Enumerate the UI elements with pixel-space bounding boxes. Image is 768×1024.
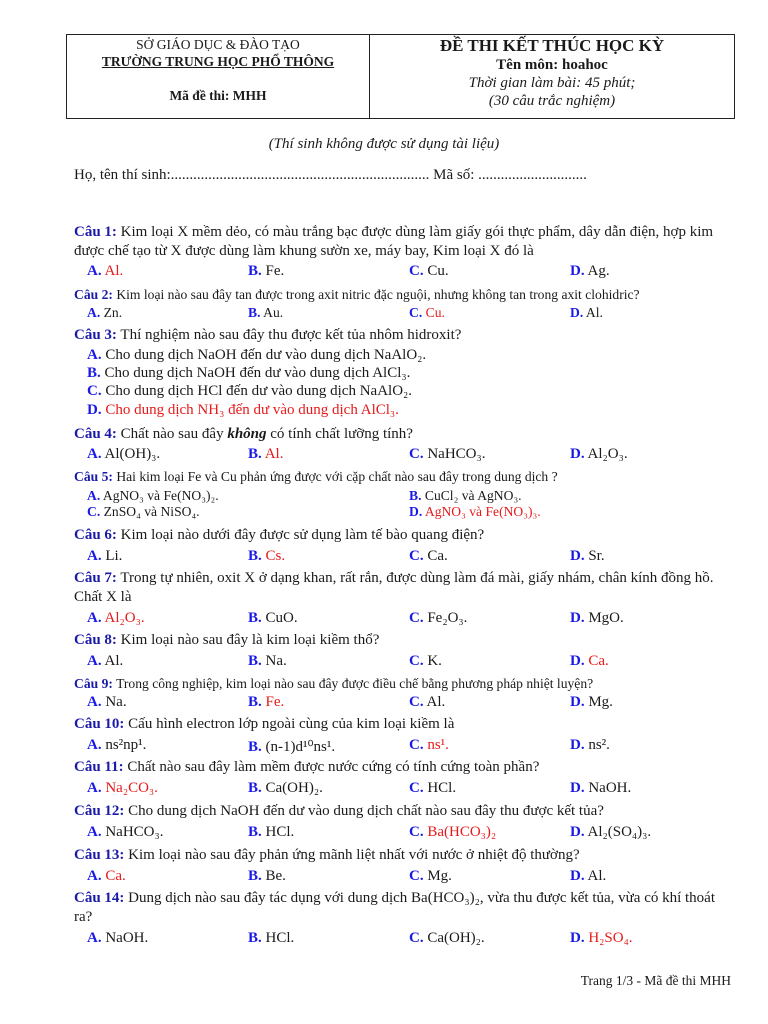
- option-d[interactable]: D. NaOH.: [570, 780, 632, 796]
- question-10: [74, 715, 734, 734]
- question-label: Câu 6:: [74, 527, 117, 543]
- question-label: Câu 3:: [74, 327, 117, 343]
- question-12: [74, 802, 734, 821]
- option-b[interactable]: B. Fe.: [248, 694, 285, 710]
- option-c[interactable]: C. Ca(OH)₂.: [409, 930, 485, 946]
- option-a[interactable]: A. Ca.: [87, 868, 126, 884]
- option-c[interactable]: C. Cu.: [409, 305, 445, 320]
- exam-title: ĐỀ THI KẾT THÚC HỌC KỲ: [439, 36, 665, 55]
- question-12-options: [87, 824, 737, 843]
- question-text: Kim loại nào dưới đây được sử dụng làm tế bào quang điện?: [120, 527, 485, 543]
- option-a[interactable]: A. Al₂O₃.: [87, 610, 145, 626]
- no-materials-note: (Thí sinh không được sử dụng tài liệu): [268, 136, 500, 152]
- question-4: Câu 4: Chất nào sau đây không có tính chất lưỡng tính?: [74, 426, 413, 442]
- question-6-options: [87, 548, 737, 567]
- option-c[interactable]: C. Ba(HCO₃)₂: [409, 824, 497, 840]
- candidate-info-line: Họ, tên thí sinh:..................................................................... Mã số: .............................: [74, 167, 587, 183]
- option-d[interactable]: D. H₂SO₄.: [570, 930, 633, 946]
- question-14: [74, 889, 734, 927]
- page-footer: Trang 1/3 - Mã đề thi MHH: [580, 973, 731, 988]
- option-b[interactable]: B. CuO.: [248, 610, 298, 626]
- option-b[interactable]: B. HCl.: [248, 930, 295, 946]
- school-name: TRƯỜNG TRUNG HỌC PHỔ THÔNG: [101, 54, 335, 69]
- option-d[interactable]: D. ns².: [570, 737, 610, 753]
- question-13: [74, 846, 734, 865]
- question-9-options: [87, 694, 737, 713]
- option-d[interactable]: D. Sr.: [570, 548, 605, 564]
- option-d[interactable]: D. Cho dung dịch NH₃ đến dư vào dung dịch AlCl₃.: [87, 402, 399, 418]
- option-c[interactable]: C. Al.: [409, 694, 446, 710]
- question-label: Câu 4:: [74, 426, 117, 442]
- question-9: [74, 674, 734, 693]
- option-c[interactable]: C. Cu.: [409, 263, 449, 279]
- exam-code: Mã đề thi: MHH: [169, 88, 267, 103]
- question-text: Hai kim loại Fe và Cu phản ứng được với cặp chất nào sau đây trong dung dịch ?: [116, 469, 558, 484]
- question-4-options: [87, 446, 737, 465]
- question-2-options: [87, 305, 737, 324]
- question-label: Câu 2:: [74, 287, 113, 302]
- option-c[interactable]: C. Cho dung dịch HCl đến dư vào dung dịch NaAlO₂.: [87, 383, 413, 399]
- question-text: Cấu hình electron lớp ngoài cùng của kim loại kiềm là: [128, 716, 455, 732]
- question-label: Câu 5:: [74, 469, 113, 484]
- option-a[interactable]: A. AgNO₃ và Fe(NO₃)₂.: [87, 488, 219, 503]
- option-d[interactable]: D. AgNO₃ và Fe(NO₃)₃.: [409, 504, 541, 519]
- option-c[interactable]: C. K.: [409, 653, 442, 669]
- duration: Thời gian làm bài: 45 phút;: [468, 75, 636, 91]
- question-label: Câu 7:: [74, 570, 117, 586]
- question-text: Dung dịch nào sau đây tác dụng với dung dịch Ba(HCO₃)₂, vừa thu được kết tủa, vừa có khí thoát ra?: [74, 890, 716, 925]
- option-c[interactable]: C. ns¹.: [409, 737, 449, 753]
- question-label: Câu 10:: [74, 716, 125, 732]
- department: SỞ GIÁO DỤC & ĐÀO TẠO: [136, 37, 300, 52]
- option-c[interactable]: C. HCl.: [409, 780, 457, 796]
- question-8-options: [87, 653, 737, 672]
- question-label: Câu 1:: [74, 224, 117, 240]
- option-d[interactable]: D. MgO.: [570, 610, 624, 626]
- option-a[interactable]: A. Al.: [87, 263, 124, 279]
- question-11-options: [87, 780, 737, 799]
- option-c[interactable]: C. NaHCO₃.: [409, 446, 486, 462]
- option-b[interactable]: B. Cho dung dịch NaOH đến dư vào dung dịch AlCl₃.: [87, 365, 411, 381]
- question-text: Trong tự nhiên, oxit X ở dạng khan, rất rắn, được dùng làm đá mài, giấy nhám, chân kính đồng hồ. Chất X là: [74, 570, 714, 605]
- question-5: [74, 467, 734, 486]
- question-label: Câu 14:: [74, 890, 125, 906]
- option-a[interactable]: A. Li.: [87, 548, 123, 564]
- option-a[interactable]: A. Na₂CO₃.: [87, 780, 158, 796]
- header-left: [67, 35, 370, 118]
- option-b[interactable]: B. Al.: [248, 446, 284, 462]
- option-d[interactable]: D. Al₂O₃.: [570, 446, 628, 462]
- option-d[interactable]: D. Al.: [570, 305, 603, 320]
- option-a[interactable]: A. NaHCO₃.: [87, 824, 164, 840]
- question-1: [74, 223, 734, 261]
- option-d[interactable]: D. Mg.: [570, 694, 613, 710]
- option-a[interactable]: A. Al(OH)₃.: [87, 446, 161, 462]
- question-5-options-row2: [87, 504, 737, 523]
- option-a[interactable]: A. NaOH.: [87, 930, 149, 946]
- option-c[interactable]: C. ZnSO₄ và NiSO₄.: [87, 504, 200, 519]
- subject: Tên môn: hoahoc: [496, 57, 608, 73]
- question-3: [74, 326, 734, 345]
- question-6: [74, 526, 734, 545]
- question-10-options: [87, 737, 737, 756]
- option-d[interactable]: D. Ca.: [570, 653, 609, 669]
- question-8: [74, 631, 734, 650]
- question-label: Câu 9:: [74, 676, 113, 691]
- option-c[interactable]: C. Fe₂O₃.: [409, 610, 468, 626]
- question-text: Kim loại nào sau đây phản ứng mãnh liệt nhất với nước ở nhiệt độ thường?: [128, 847, 580, 863]
- question-text: Chất nào sau đây làm mềm được nước cứng có tính cứng toàn phần?: [127, 759, 540, 775]
- question-13-options: [87, 868, 737, 887]
- question-label: Câu 13:: [74, 847, 125, 863]
- exam-header: [66, 34, 735, 119]
- option-c[interactable]: C. Ca.: [409, 548, 448, 564]
- question-label: Câu 8:: [74, 632, 117, 648]
- option-a[interactable]: A. Na.: [87, 694, 127, 710]
- question-text: Trong công nghiệp, kim loại nào sau đây được điều chế bằng phương pháp nhiệt luyện?: [116, 676, 594, 691]
- question-7-options: [87, 610, 737, 629]
- option-a[interactable]: A. ns²np¹.: [87, 737, 147, 753]
- option-b[interactable]: B. Be.: [248, 868, 286, 884]
- question-7: [74, 569, 734, 607]
- question-14-options: [87, 930, 737, 949]
- option-a[interactable]: A. Al.: [87, 653, 124, 669]
- question-text: Kim loại X mềm dẻo, có màu trắng bạc được dùng làm giấy gói thực phẩm, dây dẫn điện, hợp kim được chế tạo từ X được dùng làm khung sườn xe, máy bay, Kim loại X đó là: [74, 224, 714, 259]
- question-label: Câu 12:: [74, 803, 125, 819]
- option-b[interactable]: B. (n-1)d¹⁰ns¹.: [248, 739, 336, 755]
- option-a[interactable]: A. Cho dung dịch NaOH đến dư vào dung dịch NaAlO₂.: [87, 347, 427, 363]
- emphasis-not: không: [227, 426, 267, 442]
- option-b[interactable]: B. CuCl₂ và AgNO₃.: [409, 488, 522, 503]
- option-b[interactable]: B. HCl.: [248, 824, 295, 840]
- question-label: Câu 11:: [74, 759, 124, 775]
- option-b[interactable]: B. Cs.: [248, 548, 286, 564]
- option-d[interactable]: D. Al₂(SO₄)₃.: [570, 824, 652, 840]
- question-count: (30 câu trắc nghiệm): [488, 93, 616, 109]
- question-11: [74, 758, 734, 777]
- option-c[interactable]: C. Mg.: [409, 868, 452, 884]
- question-text: Kim loại nào sau đây tan được trong axit nitric đặc nguội, nhưng không tan trong axit clohidric?: [116, 287, 640, 302]
- option-b[interactable]: B. Na.: [248, 653, 287, 669]
- option-d[interactable]: D. Al.: [570, 868, 607, 884]
- option-b[interactable]: B. Ca(OH)₂.: [248, 780, 323, 796]
- option-d[interactable]: D. Ag.: [570, 263, 610, 279]
- question-text: Thí nghiệm nào sau đây thu được kết tủa nhôm hidroxit?: [120, 327, 462, 343]
- question-1-options: [87, 263, 737, 282]
- question-2: [74, 285, 734, 304]
- question-text: Kim loại nào sau đây là kim loại kiềm thổ?: [120, 632, 380, 648]
- question-text: Cho dung dịch NaOH đến dư vào dung dịch chất nào sau đây thu được kết tủa?: [128, 803, 604, 819]
- header-right: [370, 35, 734, 118]
- option-b[interactable]: B. Au.: [248, 305, 284, 320]
- option-a[interactable]: A. Zn.: [87, 305, 123, 320]
- option-b[interactable]: B. Fe.: [248, 263, 285, 279]
